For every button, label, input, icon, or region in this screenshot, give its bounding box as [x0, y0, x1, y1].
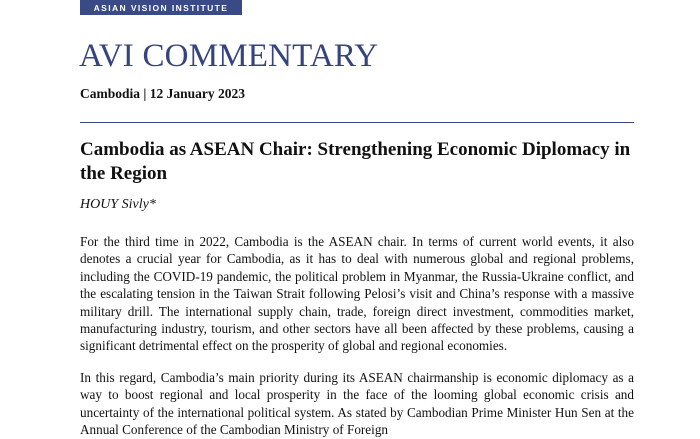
body-paragraph: In this regard, Cambodia’s main priority during its ASEAN chairmanship is economic diplomacy as a way to boost regional and local prosperity in the face of the looming global economic crisis and uncertainty of the international political system. As stated by Cambodian Prime Minister Hun Sen at the Annual Conference of the Cambodian Ministry of Foreign	[80, 370, 634, 438]
header-divider	[80, 122, 634, 123]
institute-name: ASIAN VISION INSTITUTE	[93, 2, 229, 13]
body-paragraph: For the third time in 2022, Cambodia is the ASEAN chair. In terms of current world events, it also denotes a crucial year for Cambodia, as it has to deal with numerous global and regional problems, including the COVID-19 pandemic, the political problem in Myanmar, the Russia-Ukraine conflict, and the escalating tension in the Taiwan Strait following Pelosi’s visit and China’s response with a massive military drill. The international supply chain, trade, foreign direct investment, commodities market, manufacturing industry, tourism, and other sectors have all been affected by these problems, causing a significant detrimental effect on the prosperity of global and regional economies.	[80, 234, 634, 354]
institute-banner	[80, 0, 242, 15]
series-title: AVI COMMENTARY	[79, 38, 379, 74]
article-author: HOUY Sivly*	[80, 197, 156, 212]
article-title: Cambodia as ASEAN Chair: Strengthening Economic Diplomacy in the Region	[80, 139, 631, 184]
dateline: Cambodia | 12 January 2023	[80, 86, 245, 101]
